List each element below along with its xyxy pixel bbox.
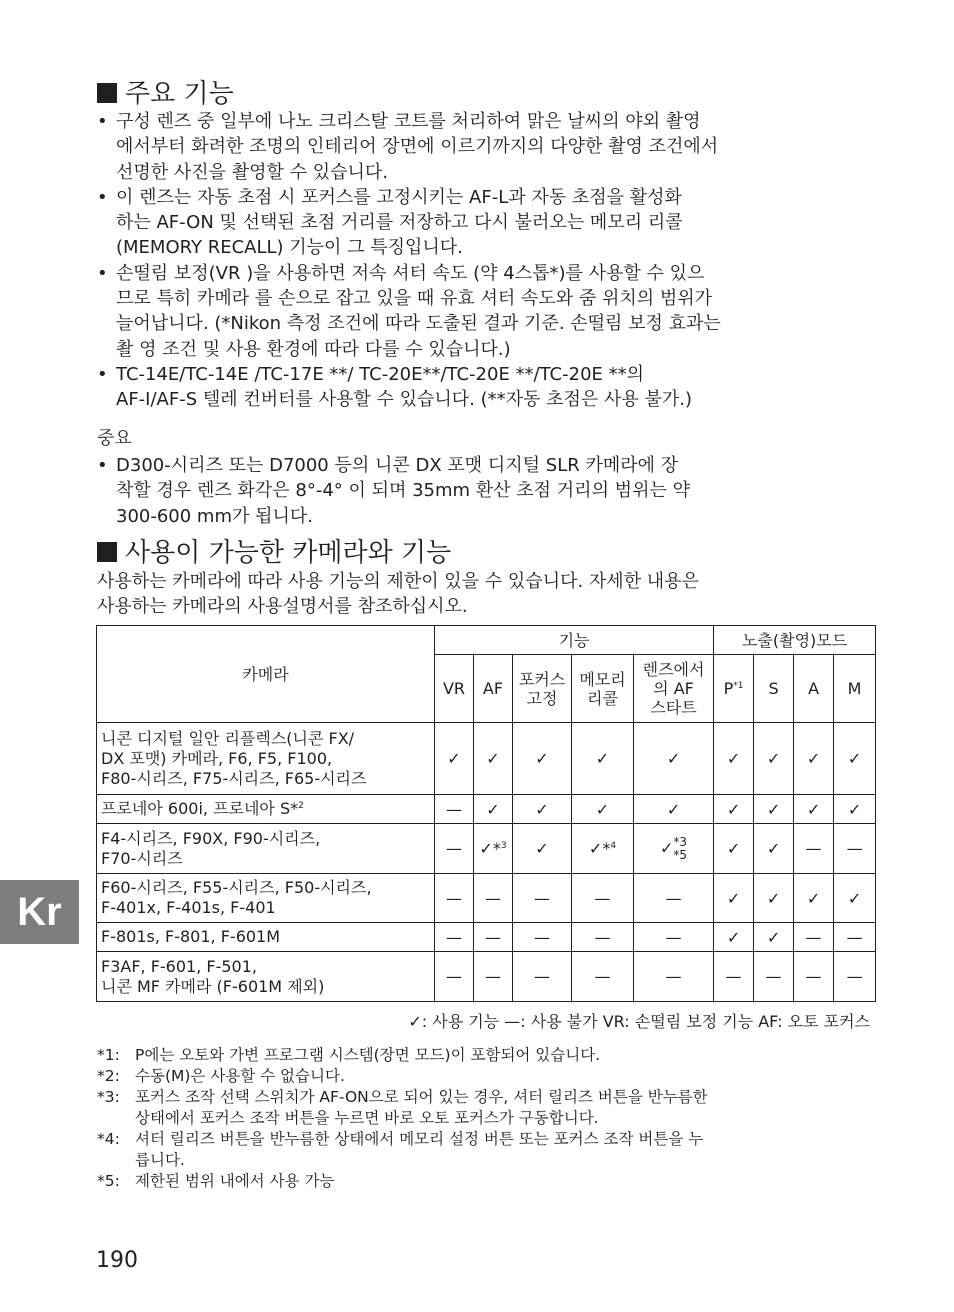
footnote-key: *1: xyxy=(97,1046,120,1064)
cell-m: ✓ xyxy=(834,874,876,923)
function-group-header: 기능 xyxy=(435,626,714,655)
page-number: 190 xyxy=(96,1248,138,1273)
cell-a: ✓ xyxy=(794,795,834,824)
footnote-text: 수동(M)은 사용할 수 없습니다. xyxy=(135,1067,345,1085)
cell-s: ✓ xyxy=(754,874,794,923)
column-header-p: $P^{*1}$ xyxy=(714,655,754,723)
cell-vr: — xyxy=(435,824,474,874)
cell-memory-recall: — xyxy=(572,923,634,952)
table-row xyxy=(97,923,876,952)
footnote-marker: 2 xyxy=(298,801,304,811)
cell-vr: — xyxy=(435,923,474,952)
cell-p: ✓ xyxy=(714,795,754,824)
footnote-key: *5: xyxy=(97,1172,120,1190)
list-item: • 손떨림 보정(VR )을 사용하면 저속 셔터 속도 (약 4스톱*)를 사용할 수 있으 므로 특히 카메라 를 손으로 잡고 있을 때 유효 셔터 속도와 줌 위치의 범위가 늘어납니다. (*Nikon 측정 조건에 따라 도출된 결과 기준. 손떨림 보정 효과는 촬 영 조건 및 사용 환경에 따라 다를 수 있습니다.) xyxy=(97,261,887,362)
cell-a: ✓ xyxy=(794,874,834,923)
cell-vr: — xyxy=(435,795,474,824)
cell-memory-recall: ✓ xyxy=(572,795,634,824)
cell-af-start: — xyxy=(634,952,714,1002)
mode-group-header: 노출(촬영)모드 xyxy=(714,626,876,655)
column-header-memory-recall: 메모리 리콜 xyxy=(572,655,634,723)
column-header-vr: VR xyxy=(435,655,474,723)
cell-s: — xyxy=(754,952,794,1002)
cell-s: ✓ xyxy=(754,923,794,952)
camera-compatibility-table xyxy=(96,625,876,1002)
language-tab: Kr xyxy=(0,880,79,944)
cell-p: ✓ xyxy=(714,824,754,874)
section-heading-features: 주요 기능 xyxy=(97,79,234,109)
footnote-key: *2: xyxy=(97,1067,120,1085)
camera-name: 니콘 디지털 일안 리플렉스(니콘 FX/ DX 포맷) 카메라, F6, F5, F100, F80-시리즈, F75-시리즈, F65-시리즈 xyxy=(97,723,435,795)
list-item: • TC-14E/TC-14E /TC-17E **/ TC-20E**/TC-20E **/TC-20E **의 AF-I/AF-S 텔레 컨버터를 사용할 수 있습니다. (**자동 초점은 사용 불가.) xyxy=(97,362,887,413)
cell-memory-recall: — xyxy=(572,952,634,1002)
cell-a: — xyxy=(794,952,834,1002)
cell-a: ✓ xyxy=(794,723,834,795)
important-list xyxy=(97,453,887,529)
footnote-text: 제한된 범위 내에서 사용 가능 xyxy=(135,1172,335,1190)
cell-af: — xyxy=(474,874,513,923)
cell-af: ✓*$^3$ xyxy=(474,824,513,874)
table-row xyxy=(97,874,876,923)
footnote-item xyxy=(97,1087,877,1129)
camera-name: F60-시리즈, F55-시리즈, F50-시리즈, F-401x, F-401s, F-401 xyxy=(97,874,435,923)
cell-m: — xyxy=(834,923,876,952)
footnotes-list xyxy=(97,1045,877,1192)
column-header-af-start: 렌즈에서 의 AF 스타트 xyxy=(634,655,714,723)
cell-focus-lock: — xyxy=(513,952,572,1002)
cell-af-start: ✓ xyxy=(634,723,714,795)
cell-p: ✓ xyxy=(714,923,754,952)
footnote-key: *3: xyxy=(97,1088,120,1106)
features-list xyxy=(97,109,887,413)
footnote-text: P에는 오토와 가변 프로그램 시스템(장면 모드)이 포함되어 있습니다. xyxy=(135,1046,601,1064)
cell-vr: — xyxy=(435,952,474,1002)
square-bullet-icon xyxy=(97,542,117,562)
cameras-intro: 사용하는 카메라에 따라 사용 기능의 제한이 있을 수 있습니다. 자세한 내용은 사용하는 카메라의 사용설명서를 참조하십시오. xyxy=(97,571,699,617)
cell-memory-recall: ✓*$^4$ xyxy=(572,824,634,874)
footnote-marker: 3 xyxy=(500,841,507,851)
cell-af: — xyxy=(474,952,513,1002)
footnote-text: 셔터 릴리즈 버튼을 반누름한 상태에서 메모리 설정 버튼 또는 포커스 조작 버튼을 누 릅니다. xyxy=(135,1130,704,1169)
footnote-item xyxy=(97,1129,877,1171)
cell-focus-lock: ✓ xyxy=(513,824,572,874)
list-item: • 이 렌즈는 자동 초점 시 포커스를 고정시키는 AF-L과 자동 초점을 활성화 하는 AF-ON 및 선택된 초점 거리를 저장하고 다시 불러오는 메모리 리콜 (MEMORY RECALL) 기능이 그 특징입니다. xyxy=(97,185,887,261)
footnote-marker: 4 xyxy=(610,841,617,851)
cell-af-start: ✓*3 *5 xyxy=(634,824,714,874)
footnote-item xyxy=(97,1171,877,1192)
cell-s: ✓ xyxy=(754,723,794,795)
square-bullet-icon xyxy=(97,83,117,103)
table-row xyxy=(97,824,876,874)
cell-focus-lock: ✓ xyxy=(513,723,572,795)
column-header-m: M xyxy=(834,655,876,723)
cell-vr: ✓ xyxy=(435,723,474,795)
cell-focus-lock: — xyxy=(513,923,572,952)
cell-p: — xyxy=(714,952,754,1002)
cell-p: ✓ xyxy=(714,723,754,795)
cell-s: ✓ xyxy=(754,824,794,874)
important-heading: 중요 xyxy=(97,428,132,449)
column-header-a: A xyxy=(794,655,834,723)
cell-m: ✓ xyxy=(834,795,876,824)
cell-a: — xyxy=(794,824,834,874)
column-header-af: AF xyxy=(474,655,513,723)
table-row xyxy=(97,795,876,824)
footnote-marker: *5 xyxy=(673,847,688,862)
column-header-s: S xyxy=(754,655,794,723)
cell-m: — xyxy=(834,952,876,1002)
table-row xyxy=(97,723,876,795)
list-item: • 구성 렌즈 중 일부에 나노 크리스탈 코트를 처리하여 맑은 날씨의 야외 촬영 에서부터 화려한 조명의 인테리어 장면에 이르기까지의 다양한 촬영 조건에서 선명한 사진을 촬영할 수 있습니다. xyxy=(97,109,887,185)
cell-af: — xyxy=(474,923,513,952)
cell-a: — xyxy=(794,923,834,952)
camera-name: F4-시리즈, F90X, F90-시리즈, F70-시리즈 xyxy=(97,824,435,874)
camera-name: F-801s, F-801, F-601M xyxy=(97,923,435,952)
cell-focus-lock: — xyxy=(513,874,572,923)
footnote-item xyxy=(97,1045,877,1066)
table-row xyxy=(97,952,876,1002)
footnote-item xyxy=(97,1066,877,1087)
cell-af-start: ✓ xyxy=(634,795,714,824)
footnote-marker: *1 xyxy=(733,681,744,691)
camera-column-header: 카메라 xyxy=(97,626,435,723)
section-heading-cameras: 사용이 가능한 카메라와 기능 xyxy=(97,538,451,568)
cell-memory-recall: ✓ xyxy=(572,723,634,795)
cell-af: ✓ xyxy=(474,723,513,795)
cell-af-start: — xyxy=(634,923,714,952)
cell-memory-recall: — xyxy=(572,874,634,923)
cell-p: ✓ xyxy=(714,874,754,923)
cell-af-start: — xyxy=(634,874,714,923)
cell-m: ✓ xyxy=(834,723,876,795)
cell-m: — xyxy=(834,824,876,874)
cell-vr: — xyxy=(435,874,474,923)
camera-name: 프로네아 600i, 프로네아 S*$^2$ xyxy=(97,795,435,824)
camera-name: F3AF, F-601, F-501, 니콘 MF 카메라 (F-601M 제외) xyxy=(97,952,435,1002)
footnote-marker: *3 xyxy=(673,834,688,849)
footnote-key: *4: xyxy=(97,1130,120,1148)
cell-s: ✓ xyxy=(754,795,794,824)
cell-focus-lock: ✓ xyxy=(513,795,572,824)
list-item: • D300-시리즈 또는 D7000 등의 니콘 DX 포맷 디지털 SLR 카메라에 장 착할 경우 렌즈 화각은 8°-4° 이 되며 35mm 환산 초점 거리의 범위는 약 300-600 mm가 됩니다. xyxy=(97,453,887,529)
table-legend: ✓: 사용 기능 —: 사용 불가 VR: 손떨림 보정 기능 AF: 오토 포커스 xyxy=(408,1012,870,1031)
cell-af: ✓ xyxy=(474,795,513,824)
column-header-focus-lock: 포커스 고정 xyxy=(513,655,572,723)
footnote-text: 포커스 조작 선택 스위치가 AF-ON으로 되어 있는 경우, 셔터 릴리즈 버튼을 반누름한 상태에서 포커스 조작 버튼을 누르면 바로 오토 포커스가 구동합니다. xyxy=(135,1088,708,1127)
